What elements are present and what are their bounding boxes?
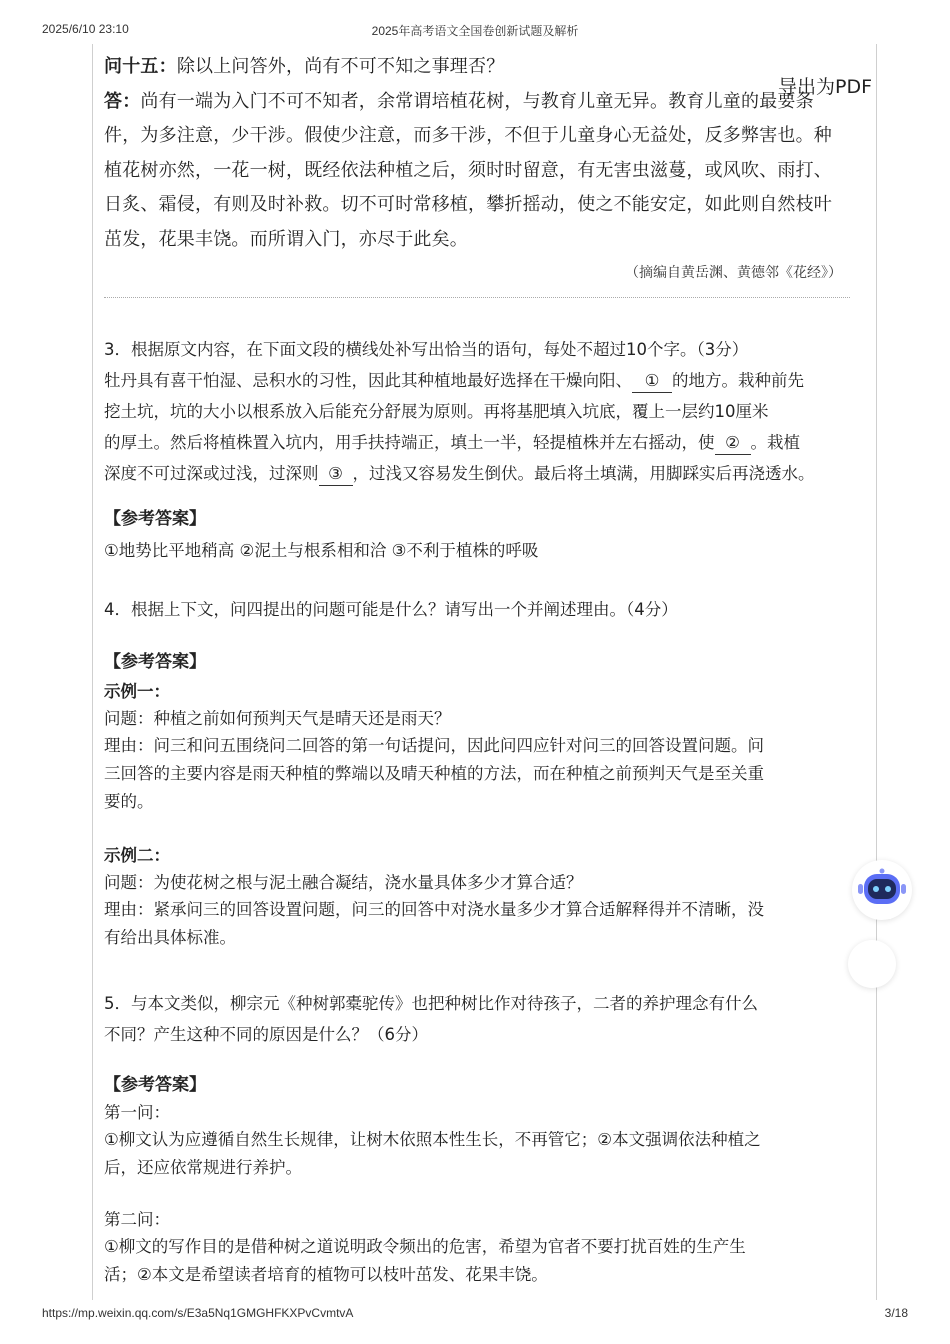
example-1-reason: 三回答的主要内容是雨天种植的弊端以及晴天种植的方法，而在种植之前预判天气是至关重 (104, 764, 764, 783)
answer-heading: 【参考答案】 (104, 509, 206, 529)
q3-text: 。栽植 (750, 433, 800, 452)
example-2-title: 示例二： (104, 846, 170, 865)
example-1-title: 示例一： (104, 682, 170, 701)
part-1-title: 第一问： (104, 1103, 170, 1122)
answer-line: 茁发，花果丰饶。而所谓入门，亦尽于此矣。 (104, 228, 468, 250)
q3-text: 深度不可过深或过浅，过深则 (104, 464, 319, 483)
q3-text: ，过浅又容易发生倒伏。最后将土填满，用脚踩实后再浇透水。 (352, 464, 815, 483)
example-1-question: 问题：种植之前如何预判天气是晴天还是雨天？ (104, 709, 451, 728)
question-4 (104, 594, 854, 952)
answer-line: 件，为多注意，少干涉。假使少注意，而多干涉，不但于儿童身心无益处，反多弊害也。种 (104, 125, 832, 146)
question-label: 问十五： (104, 56, 177, 77)
answer-heading: 【参考答案】 (104, 1075, 206, 1095)
section-divider (104, 297, 850, 298)
question-3-title: 3．根据原文内容，在下面文段的横线处补写出恰当的语句，每处不超过10个字。（3分） (104, 340, 749, 359)
example-1-reason: 要的。 (104, 792, 154, 811)
content-border-left (92, 44, 93, 1300)
scroll-top-button[interactable] (848, 940, 896, 988)
question-5-title: 不同？产生这种不同的原因是什么？（6分） (104, 1025, 428, 1044)
print-datetime: 2025/6/10 23:10 (42, 22, 129, 36)
example-2-reason: 有给出具体标准。 (104, 928, 236, 947)
answer-line: 日炙、霜侵，有则及时补救。切不可时常移植，攀折摇动，使之不能安定，如此则自然枝叶 (104, 194, 832, 215)
question-4-title: 4．根据上下文，问四提出的问题可能是什么？请写出一个并阐述理由。（4分） (104, 600, 678, 619)
export-pdf-button[interactable]: 导出为PDF (778, 76, 873, 98)
question-5-title: 5．与本文类似，柳宗元《种树郭橐驼传》也把种树比作对待孩子，二者的养护理念有什么 (104, 994, 758, 1013)
blank-3: ③ (319, 463, 353, 486)
print-title: 2025年高考语文全国卷创新试题及解析 (371, 24, 579, 38)
blank-2: ② (715, 432, 751, 455)
content-border-right (876, 44, 877, 1300)
part-2-line: ①柳文的写作目的是借种树之道说明政令频出的危害，希望为官者不要打扰百姓的生产生 (104, 1237, 746, 1256)
passage-excerpt (104, 50, 854, 257)
source-citation: （摘编自黄岳渊、黄德邻《花经》） (625, 265, 842, 281)
print-url: https://mp.weixin.qq.com/s/E3a5Nq1GMGHFKXPvCvmtvA (42, 1306, 354, 1320)
part-2-line: 活；②本文是希望读者培育的植物可以枝叶茁发、花果丰饶。 (104, 1265, 548, 1284)
assistant-button[interactable] (852, 860, 912, 920)
robot-assistant-icon (852, 860, 912, 920)
blank-1: ① (632, 370, 672, 393)
example-2-reason: 理由：紧承问三的回答设置问题，问三的回答中对浇水量多少才算合适解释得并不清晰，没 (104, 900, 764, 919)
question-5 (104, 988, 854, 1289)
q3-text: 的地方。栽种前先 (672, 371, 804, 390)
question-text: 除以上问答外，尚有不可不知之事理否？ (176, 56, 505, 77)
example-1-reason: 理由：问三和问五围绕问二回答的第一句话提问，因此问四应针对问三的回答设置问题。问 (104, 736, 764, 755)
part-2-title: 第二问： (104, 1210, 170, 1229)
part-1-line: ①柳文认为应遵循自然生长规律，让树木依照本性生长，不再管它；②本文强调依法种植之 (104, 1130, 761, 1149)
answer-label: 答： (104, 90, 141, 112)
part-1-line: 后，还应依常规进行养护。 (104, 1158, 302, 1177)
page-number: 3/18 (884, 1306, 908, 1320)
answer-heading: 【参考答案】 (104, 652, 206, 672)
answer-line: 尚有一端为入门不可不知者，余常谓培植花树，与教育儿童无异。教育儿童的最要条 (140, 90, 814, 112)
q3-answer: ①地势比平地稍高 ②泥土与根系相和洽 ③不利于植株的呼吸 (104, 541, 539, 560)
q3-text: 的厚土。然后将植株置入坑内，用手扶持端正，填土一半，轻提植株并左右摇动，使 (104, 433, 715, 452)
example-2-question: 问题：为使花树之根与泥土融合凝结，浇水量具体多少才算合适？ (104, 873, 583, 892)
answer-line: 植花树亦然，一花一树，既经依法种植之后，须时时留意，有无害虫滋蔓，或风吹、雨打、 (104, 159, 832, 181)
q3-text: 牡丹具有喜干怕湿、忌积水的习性，因此其种植地最好选择在干燥向阳、 (104, 371, 632, 390)
question-3 (104, 334, 854, 566)
q3-text: 挖土坑，坑的大小以根系放入后能充分舒展为原则。再将基肥填入坑底，覆上一层约10厘米 (104, 402, 769, 421)
